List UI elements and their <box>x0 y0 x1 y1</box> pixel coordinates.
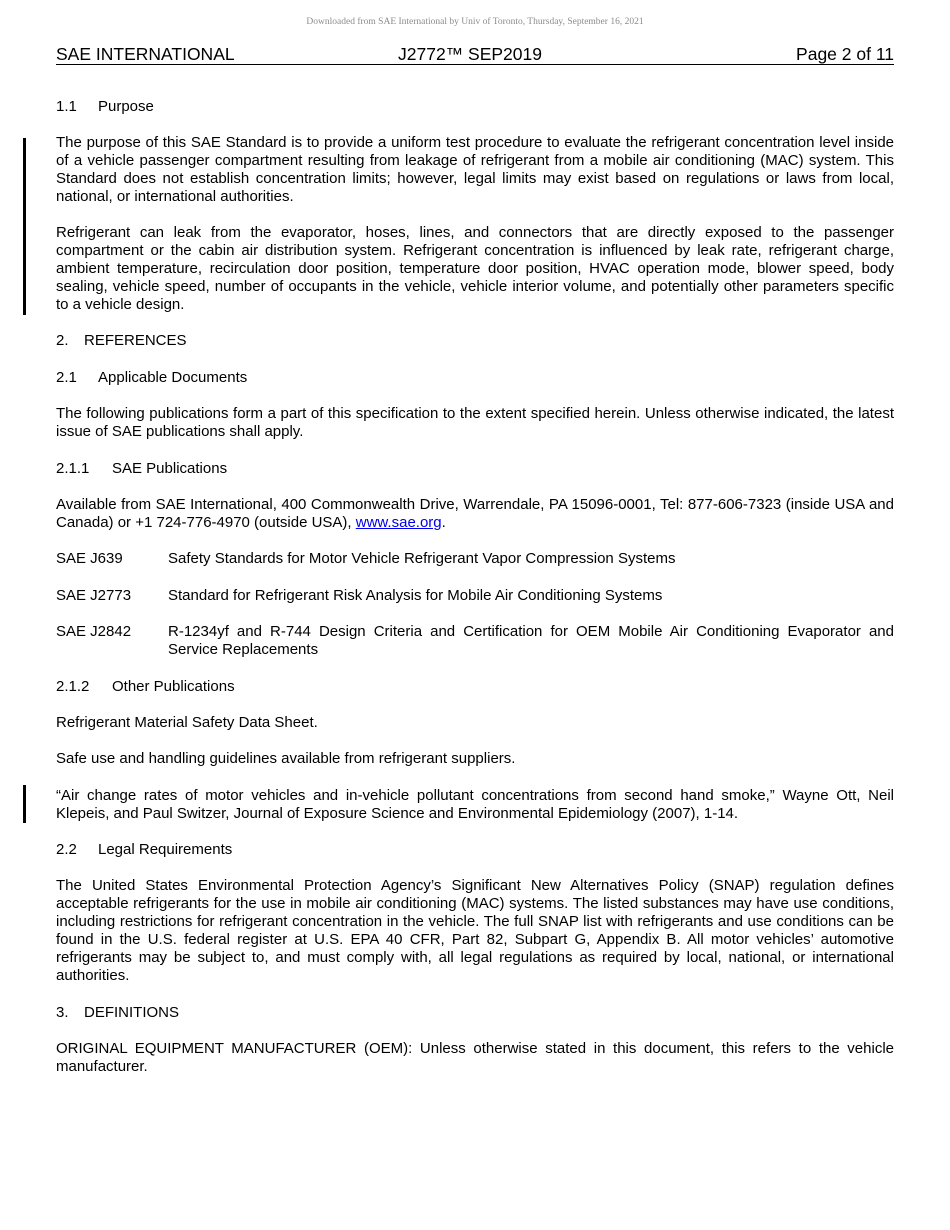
reference-row <box>56 623 894 659</box>
paragraph <box>56 496 894 532</box>
section-number: 2.1 <box>56 369 77 386</box>
reference-row <box>56 550 894 568</box>
reference-title: R-1234yf and R-744 Design Criteria and Certification for OEM Mobile Air Conditioning Evaporator and Service Replacements <box>168 623 894 658</box>
reference-row <box>56 587 894 605</box>
section-heading-2-1 <box>56 369 894 387</box>
section-number: 2.1.2 <box>56 678 90 695</box>
reference-code: SAE J2773 <box>56 587 132 604</box>
paragraph: “Air change rates of motor vehicles and in-vehicle pollutant concentrations from second hand smoke,” Wayne Ott, Neil Klepeis, and Paul Switzer, Journal of Exposure Science and Environmental Epidemiology (2007), 1-14. <box>56 787 894 822</box>
section-title: Purpose <box>98 98 154 115</box>
section-title: REFERENCES <box>84 332 187 349</box>
section-title: DEFINITIONS <box>84 1004 180 1021</box>
sentence-end: . <box>441 514 446 531</box>
section-heading-2-2 <box>56 841 894 859</box>
section-title: SAE Publications <box>112 460 228 477</box>
paragraph: ORIGINAL EQUIPMENT MANUFACTURER (OEM): Unless otherwise stated in this document, this refers to the vehicle manufacturer. <box>56 1040 894 1075</box>
section-heading-2-1-1 <box>56 460 894 478</box>
paragraph: Refrigerant Material Safety Data Sheet. <box>56 714 318 731</box>
header-document-id: J2772™ SEP2019 <box>398 44 542 64</box>
section-title: Applicable Documents <box>98 369 248 386</box>
section-heading-3 <box>56 1004 894 1022</box>
section-title: Other Publications <box>112 678 235 695</box>
header-page-number: Page 2 of 11 <box>796 44 894 64</box>
section-heading-2 <box>56 332 894 350</box>
change-bar <box>23 785 26 823</box>
section-number: 2.2 <box>56 841 77 858</box>
reference-title: Standard for Refrigerant Risk Analysis for Mobile Air Conditioning Systems <box>168 587 663 604</box>
header-organization: SAE INTERNATIONAL <box>56 44 235 64</box>
paragraph: The United States Environmental Protection Agency’s Significant New Alternatives Policy (SNAP) regulation defines acceptable refrigerants for the use in mobile air conditioning (MAC) systems. The listed substances may have use conditions, including restrictions for refrigerant concentration in the vehicle. The full SNAP list with refrigerants and use conditions can be found in the U.S. federal register at U.S. EPA 40 CFR, Part 82, Subpart G, Appendix B. All motor vehicles’ automotive refrigerants may be subject to, and must comply with, all legal regulations as required by local, national, or international authorities. <box>56 877 894 984</box>
section-number: 2.1.1 <box>56 460 90 477</box>
section-heading-1-1 <box>56 98 894 116</box>
section-title: Legal Requirements <box>98 841 233 858</box>
paragraph: The purpose of this SAE Standard is to provide a uniform test procedure to evaluate the refrigerant concentration level inside of a vehicle passenger compartment resulting from leakage of refrigerant from a mobile air conditioning (MAC) system. This Standard does not establish concentration limits; however, legal limits may exist based on regulations or laws from local, national, or international authorities. <box>56 134 894 205</box>
paragraph: Safe use and handling guidelines available from refrigerant suppliers. <box>56 750 516 767</box>
section-heading-2-1-2 <box>56 678 894 696</box>
reference-title: Safety Standards for Motor Vehicle Refrigerant Vapor Compression Systems <box>168 550 676 567</box>
section-number: 3. <box>56 1004 69 1021</box>
paragraph: The following publications form a part of this specification to the extent specified herein. Unless otherwise indicated, the latest issue of SAE publications shall apply. <box>56 405 894 440</box>
reference-code: SAE J2842 <box>56 623 132 640</box>
sae-website-link[interactable]: www.sae.org <box>355 514 442 531</box>
page-header <box>56 44 894 65</box>
reference-code: SAE J639 <box>56 550 123 567</box>
paragraph: Refrigerant can leak from the evaporator, hoses, lines, and connectors that are directly exposed to the passenger compartment or the cabin air distribution system. Refrigerant concentration is influenced by leak rate, refrigerant charge, ambient temperature, recirculation door position, temperature door position, HVAC operation mode, blower speed, body sealing, vehicle speed, number of occupants in the vehicle, vehicle interior volume, and potentially other parameters specific to a vehicle design. <box>56 224 894 313</box>
contact-text: Available from SAE International, 400 Commonwealth Drive, Warrendale, PA 15096-0001, Tel: 877-606-7323 (inside USA and Canada) or +1 724-776-4970 (outside USA), <box>56 496 894 531</box>
section-number: 2. <box>56 332 69 349</box>
change-bar <box>23 138 26 315</box>
download-watermark: Downloaded from SAE International by Univ of Toronto, Thursday, September 16, 2021 <box>306 17 644 27</box>
section-number: 1.1 <box>56 98 77 115</box>
